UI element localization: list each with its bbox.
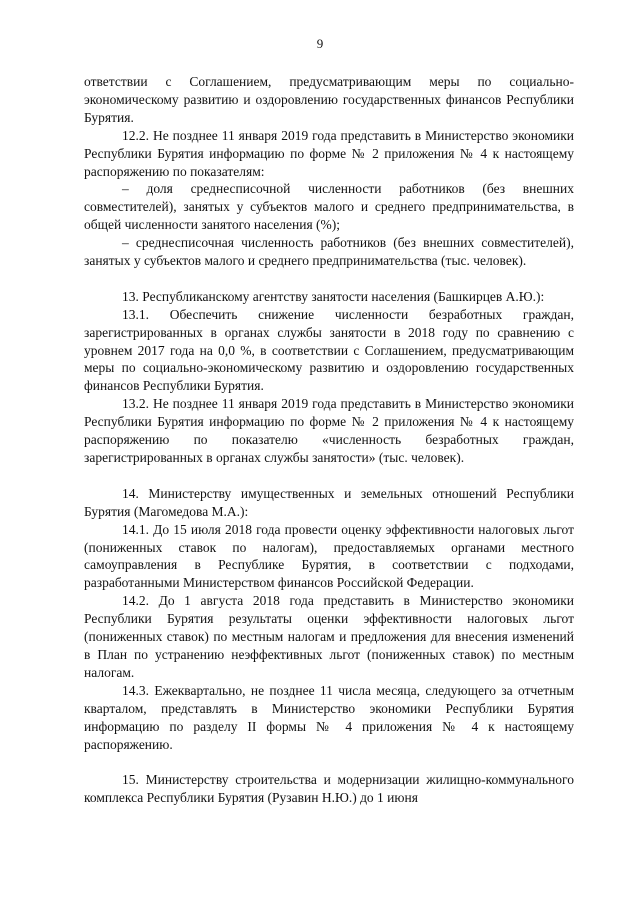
paragraph: 12.2. Не позднее 11 января 2019 года представить в Министерство экономики Республики Бурятия информацию по форме № 2 приложения № 4 к настоящему распоряжению по показателям: bbox=[84, 127, 574, 179]
paragraph: 13. Республиканскому агентству занятости населения (Башкирцев А.Ю.): bbox=[122, 288, 545, 304]
document-body bbox=[84, 73, 574, 807]
paragraph: – среднесписочная численность работников (без внешних совместителей), занятых у субъектов малого и среднего предпринимательства (тыс. человек). bbox=[84, 235, 574, 269]
paragraph: 13.2. Не позднее 11 января 2019 года представить в Министерство экономики Республики Бурятия информацию по форме № 2 приложения № 4 к настоящему распоряжению по показателю «численность безработных граждан, зарегистрированных в органах службы занятости» (тыс. человек). bbox=[84, 396, 574, 466]
paragraph: ответствии с Соглашением, предусматривающим меры по социально-экономическому развитию и оздоровлению государственных финансов Республики Бурятия. bbox=[84, 74, 574, 125]
paragraph: 13.1. Обеспечить снижение численности безработных граждан, зарегистрированных в органах службы занятости в 2018 году по сравнению с уровнем 2017 года на 0,0 %, в соответствии с Соглашением, предусматривающим меры по социально-экономическому развитию и оздоровлению государственных финансов Республики Бурятия. bbox=[84, 306, 574, 394]
paragraph: 15. Министерству строительства и модернизации жилищно-коммунального комплекса Республики Бурятия (Рузавин Н.Ю.) до 1 июня bbox=[84, 772, 574, 806]
page-number: 9 bbox=[316, 36, 324, 51]
paragraph: – доля среднесписочной численности работников (без внешних совместителей), занятых у субъектов малого и среднего предпринимательства, в общей численности занятого населения (%); bbox=[84, 181, 574, 233]
paragraph: 14.1. До 15 июля 2018 года провести оценку эффективности налоговых льгот (пониженных ставок по налогам), предоставляемых органами местного самоуправления в Республике Бурятия, в соответствии с подходами, разработанными Министерством финансов Российской Федерации. bbox=[84, 521, 574, 591]
paragraph: 14.3. Ежеквартально, не позднее 11 числа месяца, следующего за отчетным кварталом, представлять в Министерство экономики Республики Бурятия информацию по разделу II формы № 4 приложения № 4 к настоящему распоряжению. bbox=[84, 682, 574, 752]
paragraph: 14. Министерству имущественных и земельных отношений Республики Бурятия (Магомедова М.А.): bbox=[84, 485, 574, 519]
paragraph: 14.2. До 1 августа 2018 года представить в Министерство экономики Республики Бурятия результаты оценки эффективности налоговых льгот (пониженных ставок) по местным налогам и предложения для внесения изменений в План по устранению неэффективных льгот (пониженных ставок) по местным налогам. bbox=[84, 593, 574, 680]
